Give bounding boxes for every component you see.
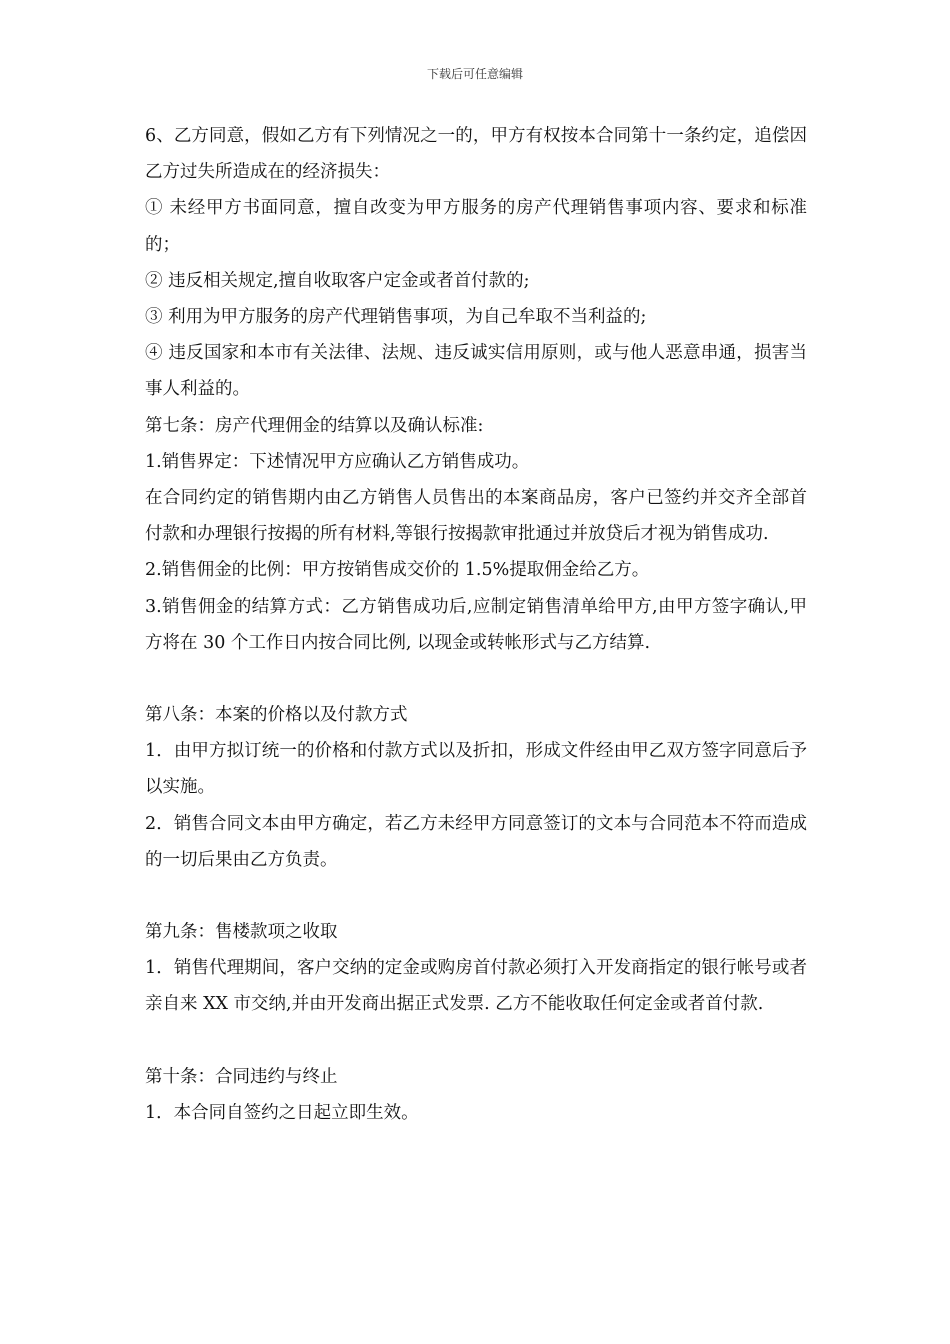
page-header-note: 下载后可任意编辑 [426,67,523,81]
article-8-item-1: 1．由甲方拟订统一的价格和付款方式以及折扣，形成文件经由甲乙双方签字同意后予以实施。 [145,741,807,798]
clause-6-item-3: ③ 利用为甲方服务的房产代理销售事项，为自己牟取不当利益的; [145,307,647,328]
document-body [145,118,807,1131]
article-10-heading: 第十条：合同违约与终止 [145,1066,338,1087]
article-7-item-1: 1.销售界定：下述情况甲方应确认乙方销售成功。 [145,451,530,472]
clause-6-item-2: ② 违反相关规定,擅自收取客户定金或者首付款的; [145,270,530,291]
article-7-item-3: 3.销售佣金的结算方式：乙方销售成功后,应制定销售清单给甲方,由甲方签字确认,甲方将在 30 个工作日内按合同比例, 以现金或转帐形式与乙方结算. [145,596,807,653]
article-8-item-2: 2．销售合同文本由甲方确定，若乙方未经甲方同意签订的文本与合同范本不符而造成的一切后果由乙方负责。 [145,813,807,870]
clause-6-intro: 6、乙方同意，假如乙方有下列情况之一的，甲方有权按本合同第十一条约定，追偿因乙方过失所造成在的经济损失： [145,126,807,183]
article-9-item-1: 1．销售代理期间，客户交纳的定金或购房首付款必须打入开发商指定的银行帐号或者亲自来 XX 市交纳,并由开发商出据正式发票. 乙方不能收取任何定金或者首付款. [145,958,807,1015]
clause-6-item-4: ④ 违反国家和本市有关法律、法规、违反诚实信用原则，或与他人恶意串通，损害当事人利益的。 [145,343,807,400]
article-10-item-1: 1．本合同自签约之日起立即生效。 [145,1102,419,1123]
article-7-heading: 第七条：房产代理佣金的结算以及确认标准: [145,415,484,436]
clause-6-item-1: ① 未经甲方书面同意，擅自改变为甲方服务的房产代理销售事项内容、要求和标准的； [145,198,807,255]
article-8-heading: 第八条：本案的价格以及付款方式 [145,705,408,726]
article-7-item-2: 2.销售佣金的比例：甲方按销售成交价的 1.5%提取佣金给乙方。 [145,560,650,581]
article-7-item-1-detail: 在合同约定的销售期内由乙方销售人员售出的本案商品房，客户已签约并交齐全部首付款和办理银行按揭的所有材料,等银行按揭款审批通过并放贷后才视为销售成功. [145,488,807,545]
article-9-heading: 第九条：售楼款项之收取 [145,922,338,943]
